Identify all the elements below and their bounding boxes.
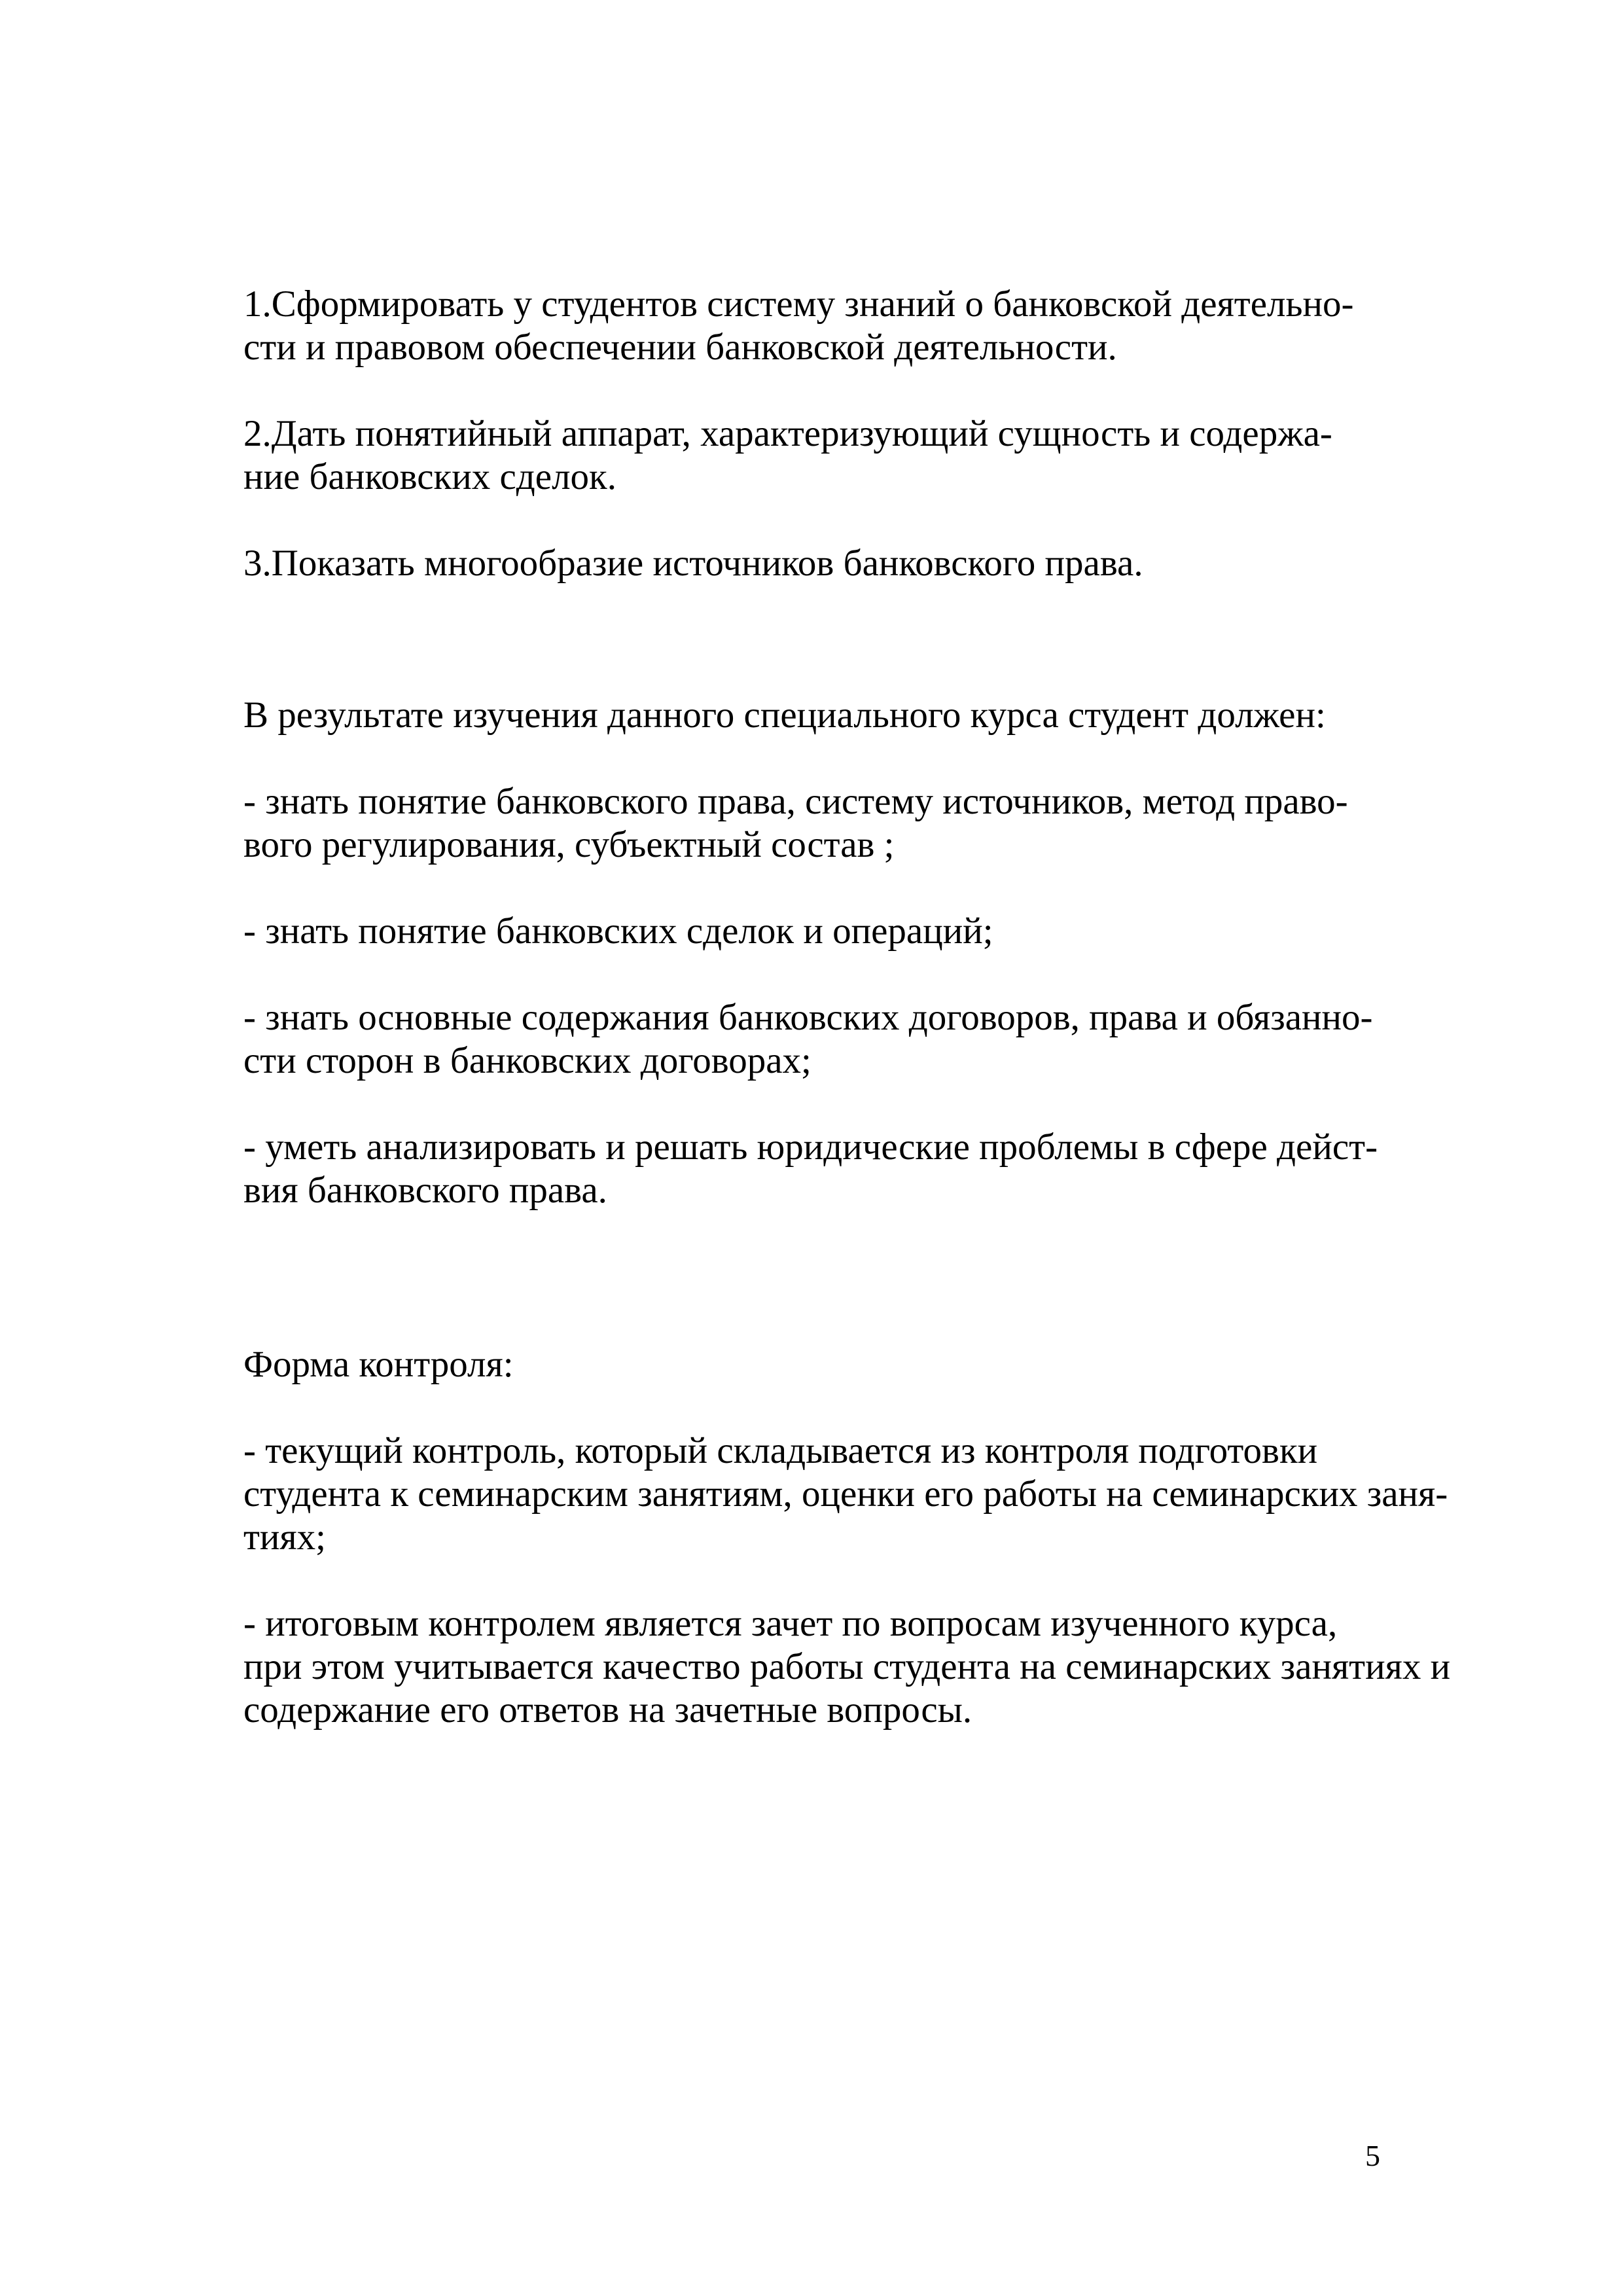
goal-2: 2.Дать понятийный аппарат, характеризующий сущность и содержа- ние банковских сделок. [243,413,1332,497]
results-intro: В результате изучения данного специального курса студент должен: [243,694,1326,736]
results-item-4: - уметь анализировать и решать юридические проблемы в сфере дейст- вия банковского права. [243,1126,1378,1211]
results-item-2: - знать понятие банковских сделок и операций; [243,910,993,952]
goal-1: 1.Сформировать у студентов систему знаний о банковской деятельно- сти и правовом обеспечении банковской деятельности. [243,283,1354,368]
control-item-1: - текущий контроль, который складывается из контроля подготовки студента к семинарским занятиям, оценки его работы на семинарских заня- тиях; [243,1430,1448,1558]
goal-3: 3.Показать многообразие источников банковского права. [243,543,1143,584]
page-content [243,196,1520,1818]
page-number: 5 [1365,2139,1380,2172]
control-item-2: - итоговым контролем является зачет по вопросам изученного курса, при этом учитывается качество работы студента на семинарских занятиях и содержание его ответов на зачетные вопросы. [243,1603,1451,1731]
results-item-3: - знать основные содержания банковских договоров, права и обязанно- сти сторон в банковских договорах; [243,997,1373,1081]
control-title: Форма контроля: [243,1344,514,1385]
results-item-1: - знать понятие банковского права, систему источников, метод право- вого регулирования, субъектный состав ; [243,781,1348,865]
